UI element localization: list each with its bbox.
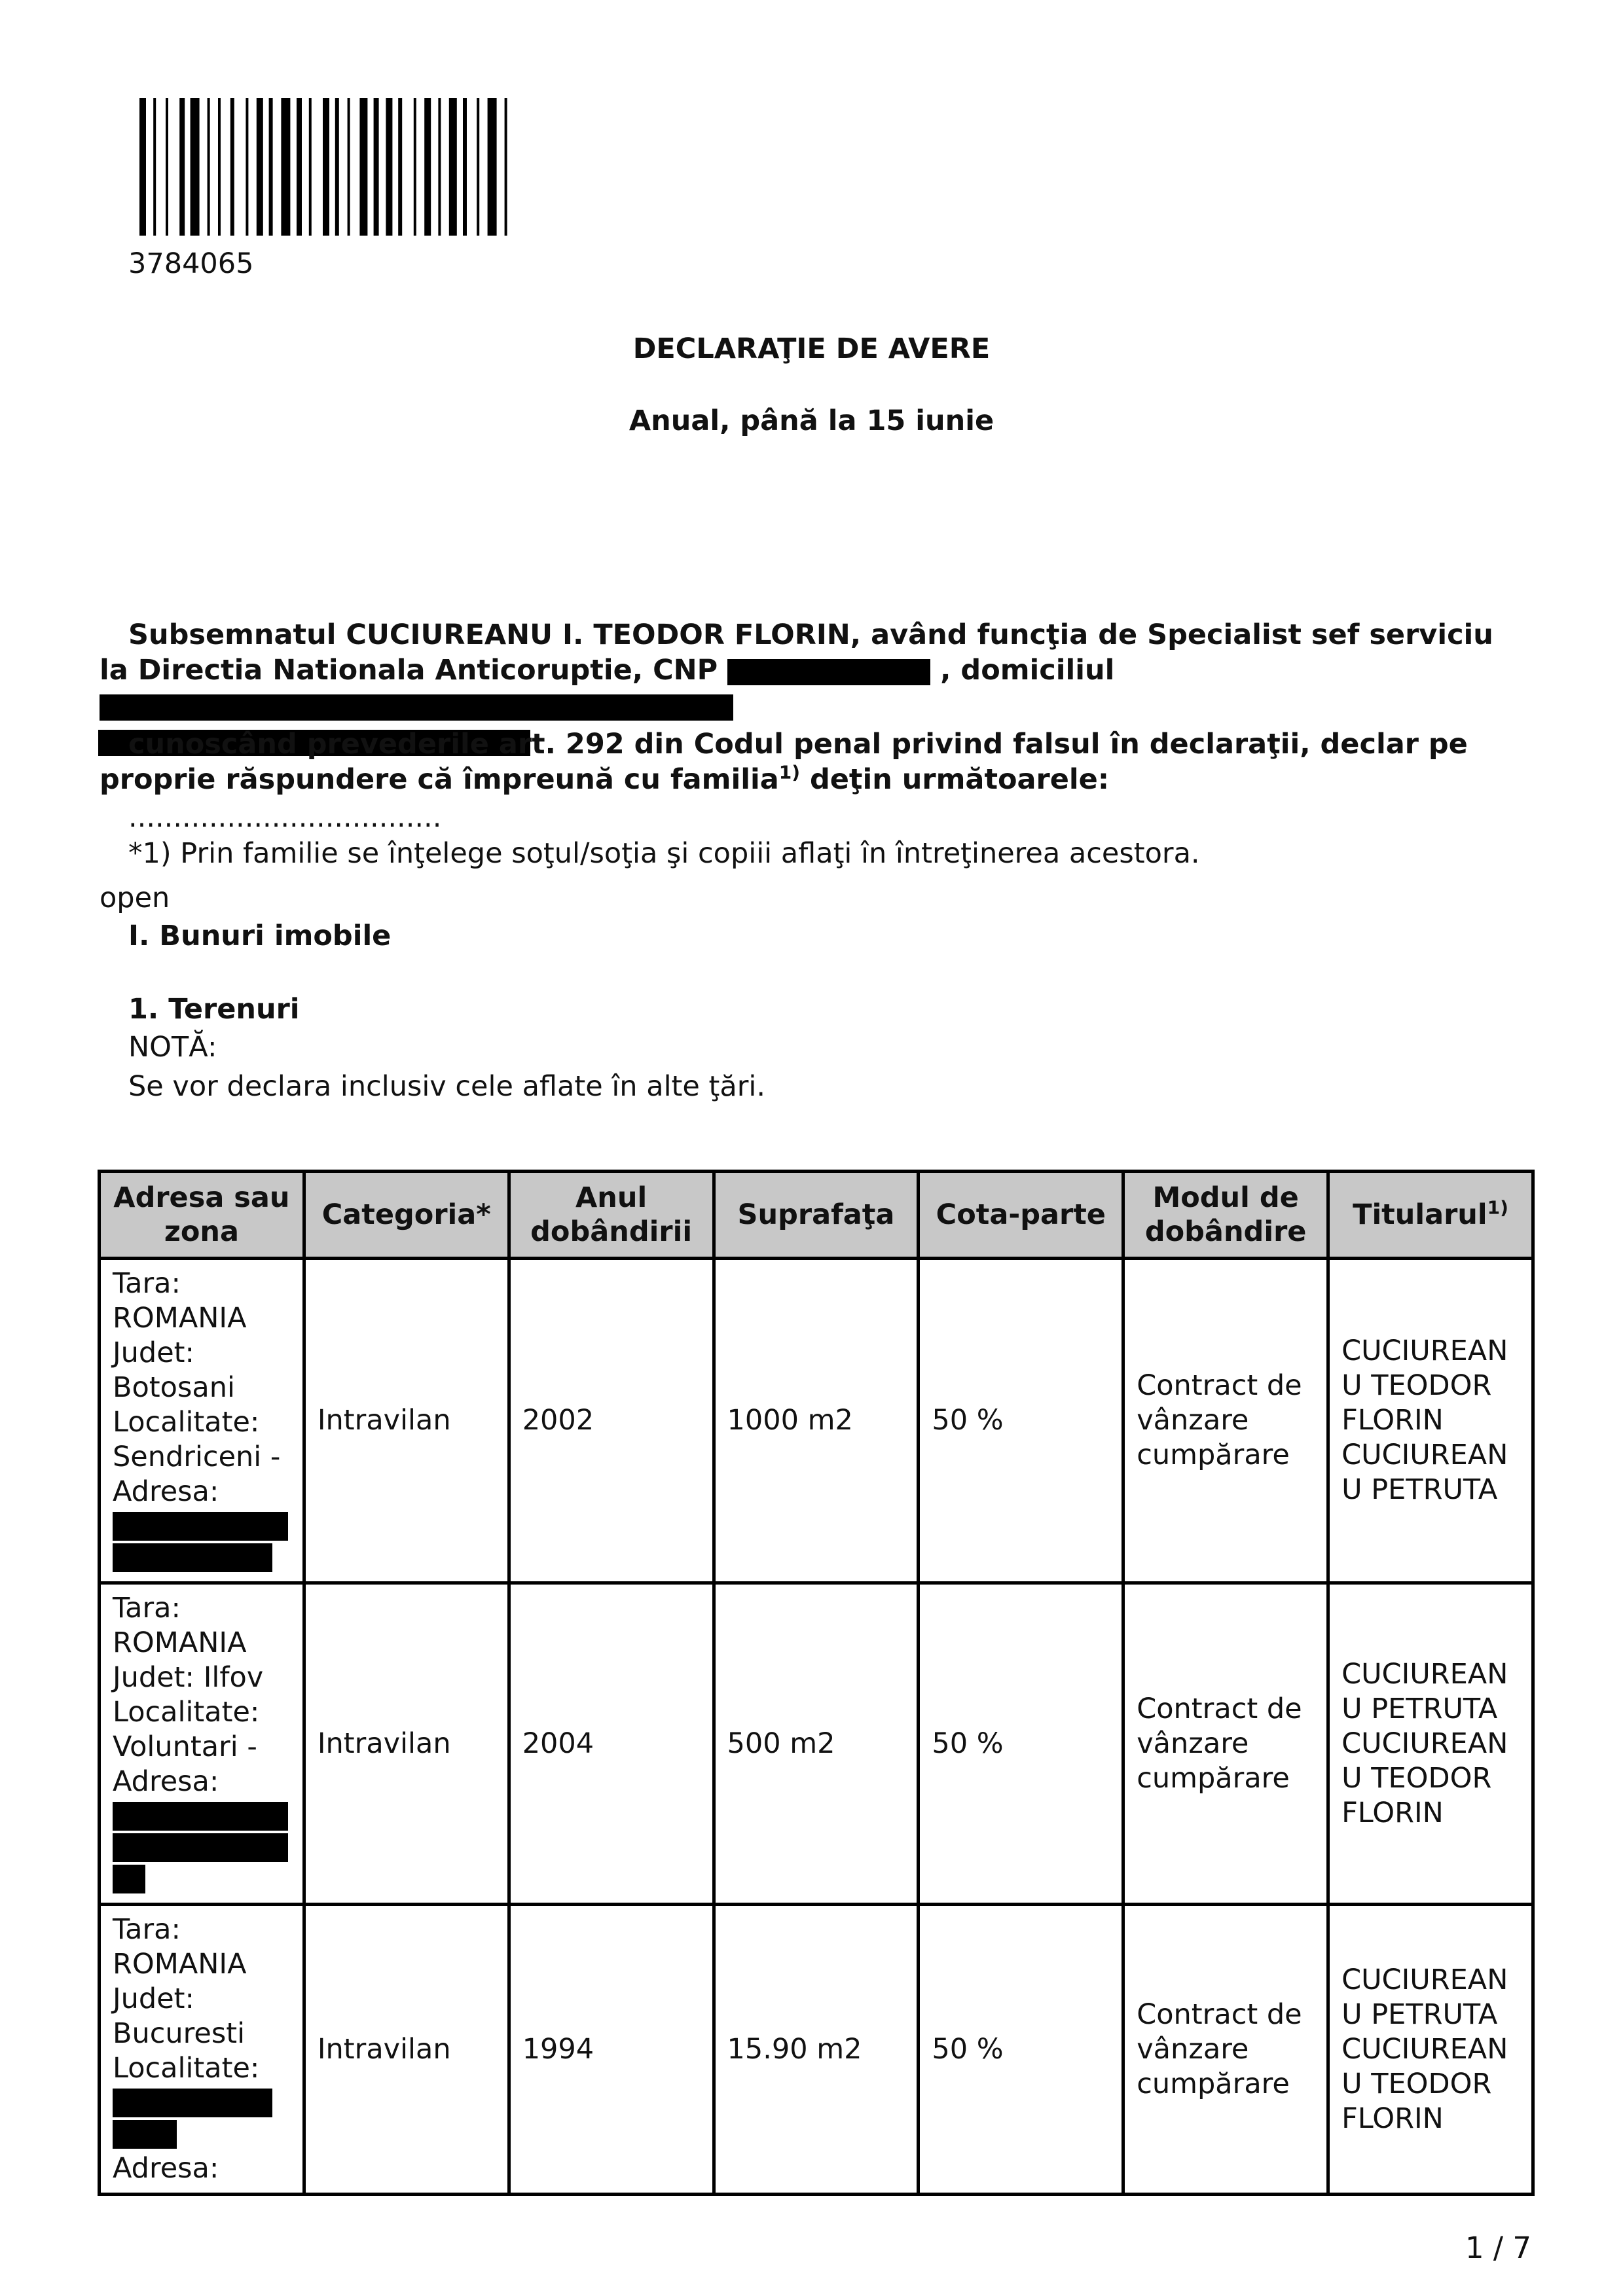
declaration-knowledge xyxy=(100,726,1520,797)
domiciliu-label: , domiciliul xyxy=(940,654,1115,687)
section-title: I. Bunuri imobile xyxy=(128,920,392,952)
cell-category: Intravilan xyxy=(304,1905,509,2195)
cell-share: 50 % xyxy=(919,1583,1123,1905)
redacted-address xyxy=(113,1865,145,1893)
cell-mode: Contract de vânzare cumpărare xyxy=(1123,1583,1328,1905)
cell-holder xyxy=(1328,1905,1533,2195)
address-line: Adresa: xyxy=(113,1475,219,1508)
cell-holder xyxy=(1328,1259,1533,1583)
redacted-domicile xyxy=(100,694,733,721)
land-table xyxy=(98,1170,1535,2196)
header-category: Categoria* xyxy=(304,1172,509,1259)
address-line: Tara: xyxy=(113,1592,181,1624)
holder-line: CUCIUREAN xyxy=(1341,1727,1508,1760)
address-line: Tara: xyxy=(113,1913,181,1946)
knowledge-suffix: deţin următoarele: xyxy=(809,763,1110,796)
address-line: ROMANIA xyxy=(113,1626,247,1659)
cell-holder xyxy=(1328,1583,1533,1905)
cell-address xyxy=(100,1259,304,1583)
address-line: ROMANIA xyxy=(113,1302,247,1335)
address-line: Localitate: xyxy=(113,2052,260,2085)
table-row xyxy=(100,1583,1533,1905)
cell-share: 50 % xyxy=(919,1905,1123,2195)
address-line: Adresa: xyxy=(113,1765,219,1798)
barcode-number: 3784065 xyxy=(128,247,254,280)
redacted-address xyxy=(113,1543,272,1572)
table-row xyxy=(100,1259,1533,1583)
header-holder xyxy=(1328,1172,1533,1259)
header-address: Adresa sau zona xyxy=(100,1172,304,1259)
cell-year: 1994 xyxy=(509,1905,714,2195)
page-number: 1 / 7 xyxy=(1465,2231,1531,2265)
document-title: DECLARAŢIE DE AVERE xyxy=(632,332,991,365)
address-line: Localitate: xyxy=(113,1406,260,1439)
address-line: Botosani xyxy=(113,1371,235,1404)
cell-area: 1000 m2 xyxy=(714,1259,919,1583)
holder-line: FLORIN xyxy=(1341,1404,1444,1437)
address-line: Localitate: xyxy=(113,1696,260,1729)
header-mode: Modul de dobândire xyxy=(1123,1172,1328,1259)
redacted-address xyxy=(113,2120,177,2149)
cell-category: Intravilan xyxy=(304,1259,509,1583)
dots-line: ................................... xyxy=(128,801,442,834)
barcode xyxy=(139,98,879,236)
address-line: Voluntari - xyxy=(113,1731,257,1763)
holder-line: U TEODOR xyxy=(1341,1761,1492,1795)
redacted-address xyxy=(113,1833,288,1862)
header-holder-sup: 1) xyxy=(1487,1196,1508,1219)
holder-line: CUCIUREAN xyxy=(1341,1439,1508,1471)
address-line: Bucuresti xyxy=(113,2017,246,2050)
open-label: open xyxy=(100,882,170,914)
table-row xyxy=(100,1905,1533,2195)
cell-year: 2002 xyxy=(509,1259,714,1583)
holder-line: U TEODOR xyxy=(1341,2067,1492,2100)
holder-line: CUCIUREAN xyxy=(1341,2032,1508,2066)
header-share: Cota-parte xyxy=(919,1172,1123,1259)
holder-line: CUCIUREAN xyxy=(1341,1963,1508,1996)
holder-line: FLORIN xyxy=(1341,1796,1444,1829)
holder-line: CUCIUREAN xyxy=(1341,1657,1508,1691)
address-line: Adresa: xyxy=(113,2152,219,2185)
holder-line: FLORIN xyxy=(1341,2102,1444,2135)
redacted-cnp xyxy=(727,659,930,685)
cell-year: 2004 xyxy=(509,1583,714,1905)
redacted-address xyxy=(113,1802,288,1831)
redacted-address xyxy=(113,1512,288,1541)
cell-share: 50 % xyxy=(919,1259,1123,1583)
cell-mode: Contract de vânzare cumpărare xyxy=(1123,1259,1328,1583)
cell-area: 500 m2 xyxy=(714,1583,919,1905)
subsection-title: 1. Terenuri xyxy=(128,993,300,1026)
address-line: Tara: xyxy=(113,1267,181,1300)
table-header-row xyxy=(100,1172,1533,1259)
document-subtitle: Anual, până la 15 iunie xyxy=(629,404,994,437)
address-line: Judet: xyxy=(113,1336,195,1369)
cell-category: Intravilan xyxy=(304,1583,509,1905)
holder-line: U PETRUTA xyxy=(1341,1998,1498,2031)
address-line: ROMANIA xyxy=(113,1948,247,1981)
family-footnote: *1) Prin familie se înţelege soţul/soţia şi copiii aflaţi în întreţinerea acestora. xyxy=(128,837,1200,870)
header-holder-label: Titularul xyxy=(1353,1198,1487,1231)
cell-mode: Contract de vânzare cumpărare xyxy=(1123,1905,1328,2195)
cell-address xyxy=(100,1905,304,2195)
cell-address xyxy=(100,1583,304,1905)
header-area: Suprafaţa xyxy=(714,1172,919,1259)
cell-area: 15.90 m2 xyxy=(714,1905,919,2195)
footnote-marker: 1) xyxy=(778,761,800,783)
intro-text: Subsemnatul CUCIUREANU I. TEODOR FLORIN, având funcţia de Specialist sef serviciu la Directia Nationala Anticoruptie, CNP xyxy=(100,619,1493,687)
knowledge-text: cunoscând prevederile art. 292 din Codul penal privind falsul în declaraţii, declar pe proprie răspundere că împreună cu familia xyxy=(100,728,1468,796)
holder-line: CUCIUREAN xyxy=(1341,1335,1508,1367)
header-year: Anul dobândirii xyxy=(509,1172,714,1259)
redacted-address xyxy=(113,2089,272,2117)
address-line: Judet: Ilfov xyxy=(113,1661,264,1694)
holder-line: U PETRUTA xyxy=(1341,1692,1498,1725)
note-text: Se vor declara inclusiv cele aflate în alte ţări. xyxy=(128,1070,766,1103)
holder-line: U TEODOR xyxy=(1341,1369,1492,1402)
address-line: Judet: xyxy=(113,1982,195,2015)
holder-line: U PETRUTA xyxy=(1341,1473,1498,1506)
address-line: Sendriceni - xyxy=(113,1441,281,1473)
note-label: NOTĂ: xyxy=(128,1031,217,1064)
